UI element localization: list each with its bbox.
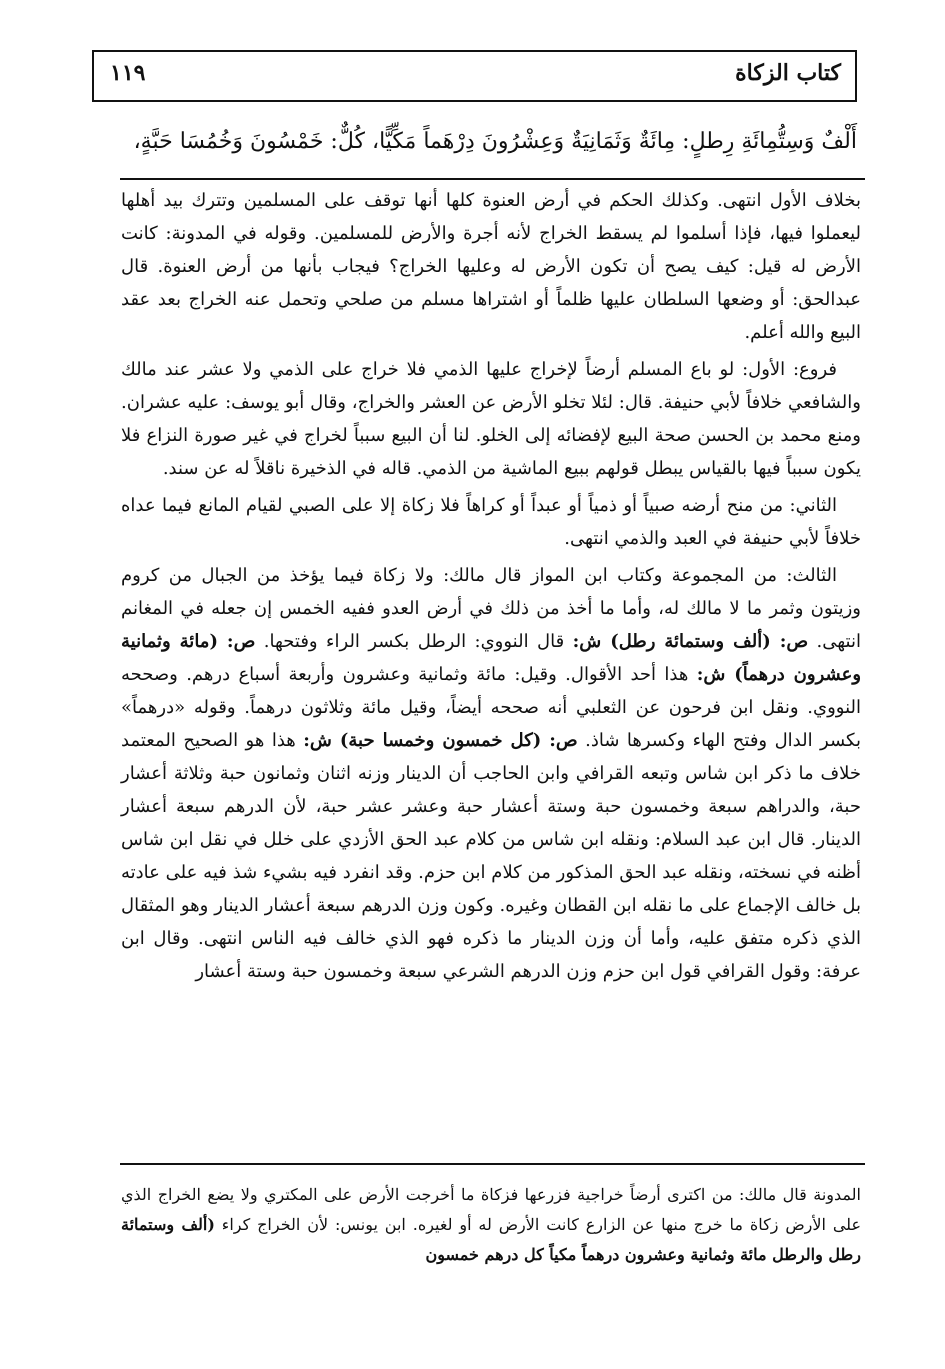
paragraph-text: هذا هو الصحيح المعتمد خلاف ما ذكر ابن شاس وتبعه القرافي وابن الحاجب أن الدينار وزنه اثنان وثمانون حبة وثلاثة أعشار حبة، والدراهم سبعة وخمسون حبة وستة أعشار حبة وعشر عشر حبة، لأن الدرهم سبعة أعشار الدينار. قال ابن عبد السلام: ونقله ابن شاس من كلام عبد الحق الأزدي على خلل في نقل ابن شاس أظنه في نسخته، ونقله عبد الحق المذكور من كلام ابن حزم. وقد انفرد فيه بشيء شذ فيه على عادته بل خالف الإجماع على ما نقله ابن القطان وغيره. وكون وزن الدرهم سبعة أعشار الدينار وهو المثقال الذي ذكره متفق عليه، وأما أن وزن الدينار ما ذكره فهو الذي خالف فيه الناس انتهى. وقال ابن عرفة: وقول القرافي قول ابن حزم وزن الدرهم الشرعي سبعة وخمسون حبة وستة أعشار bbox=[121, 730, 861, 982]
chapter-title: كتاب الزكاة bbox=[735, 60, 841, 86]
matn-text: أَلْفٌ وَسِتُّمِائَةِ رِطلٍ: مِائَةٌ وَثَمَانِيَةٌ وَعِشْرُونَ دِرْهَماً مَكِّيًّا، كُلٌّ: خَمْسُونَ وَخُمُسَا حَبَّةٍ، bbox=[133, 129, 857, 154]
matn-divider bbox=[120, 178, 865, 180]
lemma-marker: ص: (مائة وثمانية وعشرون درهماً) ش: bbox=[121, 631, 862, 685]
paragraph-text: بخلاف الأول انتهى. وكذلك الحكم في أرض العنوة كلها أنها توقف على المسلمين وتترك بيد أهلها ليعملوا فيها، فإذا أسلموا لم يسقط الخراج لأنه أجرة والأرض للمسلمين. وقوله في المدونة: كانت الأرض له قيل: كيف يصح أن تكون الأرض له وعليها الخراج؟ فيجاب بأنها من أرض العنوة. قال عبدالحق: أو وضعها السلطان عليها ظلماً أو اشتراها مسلم من صلحي وتحمل عنه الخراج بعد عقد البيع والله أعلم. bbox=[121, 190, 861, 343]
running-header bbox=[92, 50, 857, 102]
paragraph bbox=[121, 489, 861, 555]
paragraph bbox=[121, 353, 861, 485]
paragraph bbox=[121, 184, 861, 349]
footnote-divider bbox=[120, 1163, 865, 1165]
paragraph-text: قال النووي: الرطل بكسر الراء وفتحها. bbox=[255, 631, 573, 652]
commentary-body bbox=[121, 184, 861, 992]
lemma-marker: ص: (ألف وستمائة رطل) ش: bbox=[572, 631, 809, 652]
footnote-paragraph bbox=[121, 1180, 861, 1270]
footnote-bold-text: (ألف وستمائة رطل والرطل مائة وثمانية وعشرون درهماً مكياً كل درهم خمسون bbox=[121, 1215, 861, 1264]
lemma-marker: ص: (كل خمسون وخمسا حبة) ش: bbox=[303, 730, 578, 751]
paragraph-text: هذا أحد الأقوال. وقيل: مائة وثمانية وعشرون وأربعة أسباع درهم. وصححه النووي. ونقل ابن فرحون عن الثعلبي أنه صححه أيضاً، وقيل مائة وثلاثون درهماً. وقوله «درهماً» بكسر الدال وفتح الهاء وكسرها شاذ. bbox=[121, 664, 861, 751]
paragraph-text: الثالث: من المجموعة وكتاب ابن المواز قال مالك: ولا زكاة فيما يؤخذ من الجبال من كروم وزيتون وثمر ما لا مالك له، وأما ما أخذ من ذلك في أرض العدو ففيه الخمس إن جعله في المغانم انتهى. bbox=[121, 565, 862, 652]
paragraph-text: فروع: الأول: لو باع المسلم أرضاً لإخراج عليها الذمي فلا خراج على الذمي ولا عشر عند مالك والشافعي خلافاً لأبي حنيفة. قال: لئلا تخلو الأرض عن العشر والخراج، وقال أبو يوسف: عليه عشران. ومنع محمد بن الحسن صحة البيع لإفضائه إلى الخلو. لنا أن البيع سبباً لخراج في غير صورة النزاع فلا يكون سبباً فيها بالقياس يبطل قولهم ببيع الماشية من الذمي. قاله في الذخيرة ناقلاً له عن سند. bbox=[121, 359, 861, 479]
page-number: ١١٩ bbox=[110, 60, 146, 86]
paragraph bbox=[121, 559, 861, 988]
footnote bbox=[121, 1180, 861, 1270]
footnote-text: المدونة قال مالك: من اكترى أرضاً خراجية فزرعها فزكاة ما أخرجت الأرض على المكتري ولا يضع الخراج الذي على الأرض زكاة ما خرج منها عن الزارع كانت الأرض له أو لغيره. ابن يونس: لأن الخراج كراء bbox=[121, 1185, 862, 1234]
paragraph-text: الثاني: من منح أرضه صبياً أو ذمياً أو عبداً أو كراهاً فلا زكاة إلا على الصبي لقيام المانع فيما عداه خلافاً لأبي حنيفة في العبد والذمي انتهى. bbox=[121, 495, 861, 549]
